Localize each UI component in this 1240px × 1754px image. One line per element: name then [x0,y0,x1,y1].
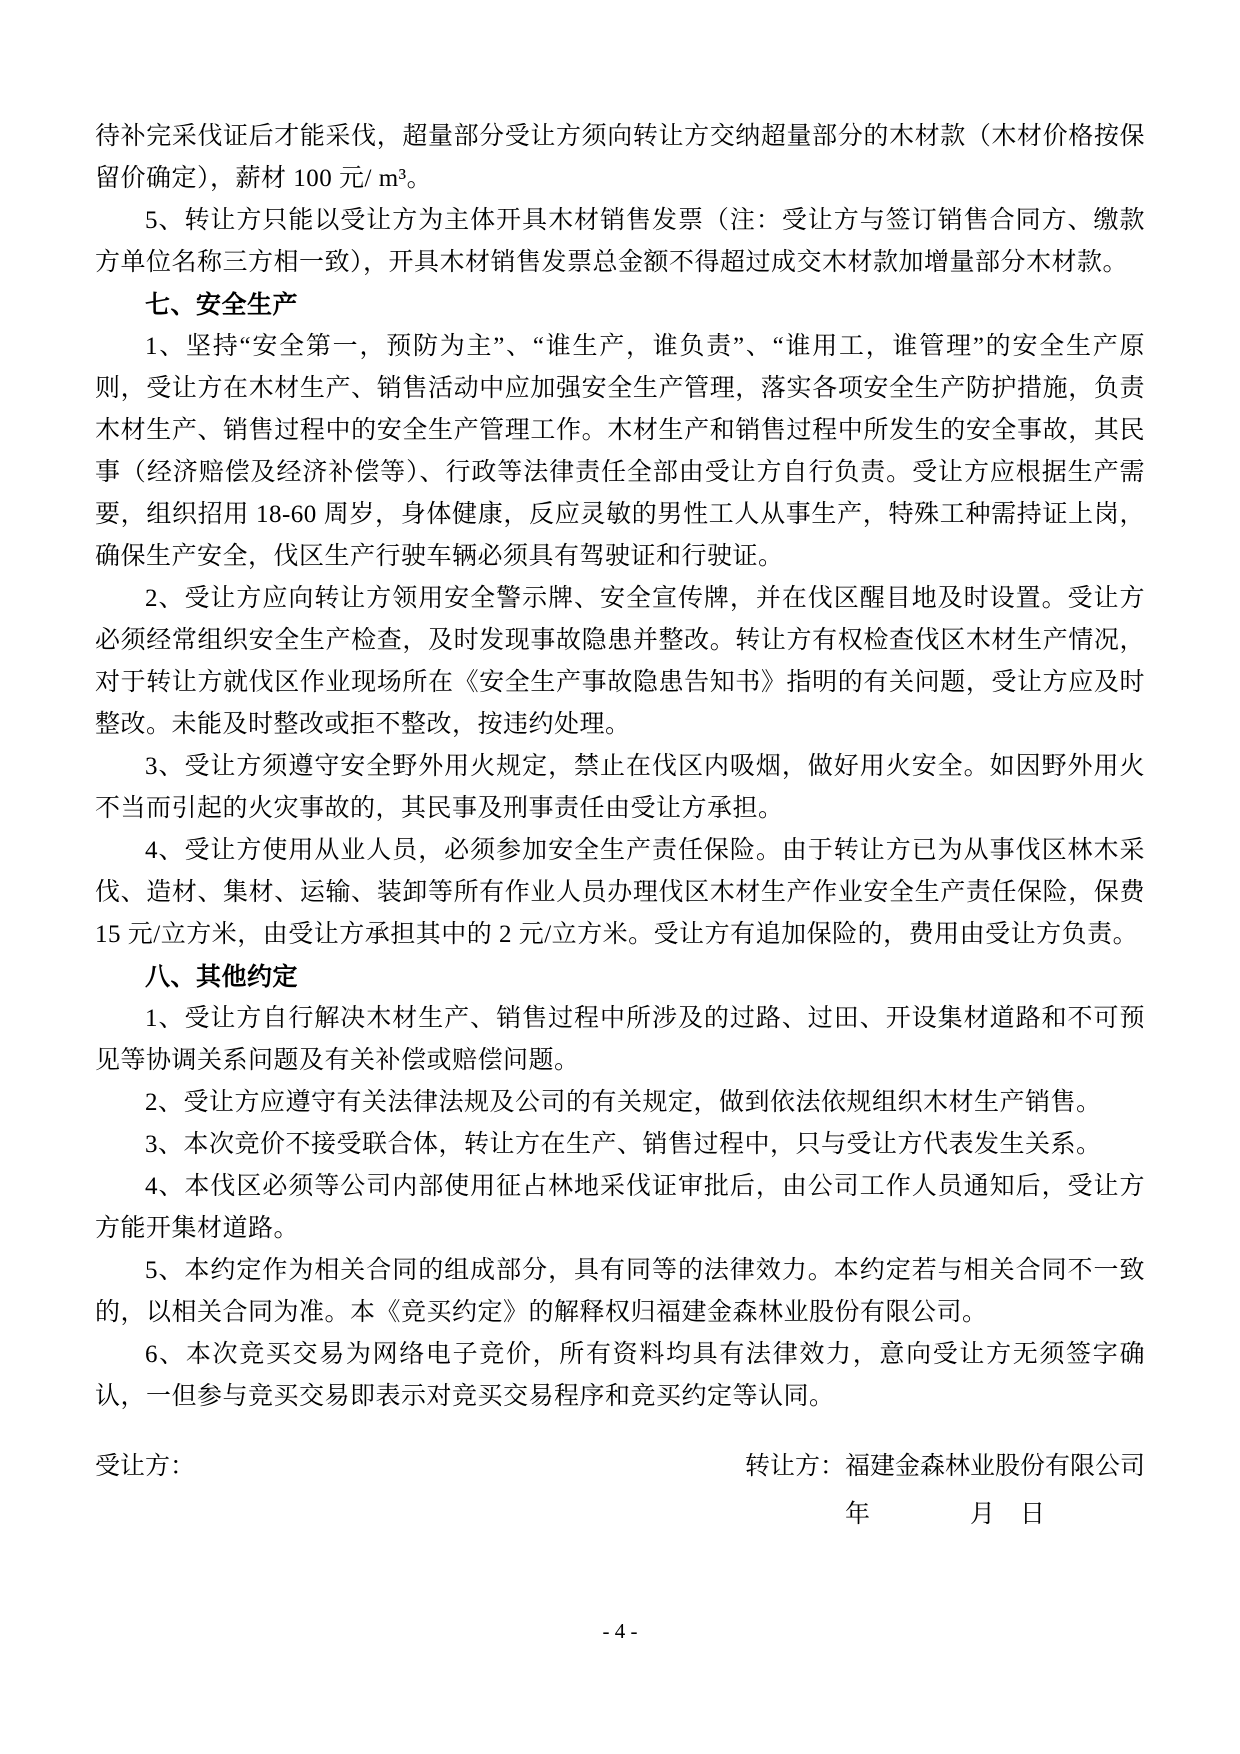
paragraph: 2、受让方应向转让方领用安全警示牌、安全宣传牌，并在伐区醒目地及时设置。受让方必须经常组织安全生产检查，及时发现事故隐患并整改。转让方有权检查伐区木材生产情况，对于转让方就伐区作业现场所在《安全生产事故隐患告知书》指明的有关问题，受让方应及时整改。未能及时整改或拒不整改，按违约处理。 [95,585,1145,738]
paragraph: 3、本次竞价不接受联合体，转让方在生产、销售过程中，只与受让方代表发生关系。 [145,1131,1102,1158]
paragraph: 6、本次竞买交易为网络电子竞价，所有资料均具有法律效力，意向受让方无须签字确认，一但参与竞买交易即表示对竞买交易程序和竞买约定等认同。 [95,1341,1145,1410]
paragraph: 2、受让方应遵守有关法律法规及公司的有关规定，做到依法依规组织木材生产销售。 [145,1089,1102,1116]
paragraph: 3、受让方须遵守安全野外用火规定，禁止在伐区内吸烟，做好用火安全。如因野外用火不当而引起的火灾事故的，其民事及刑事责任由受让方承担。 [95,753,1145,822]
paragraph: 4、受让方使用从业人员，必须参加安全生产责任保险。由于转让方已为从事伐区林木采伐、造材、集材、运输、装卸等所有作业人员办理伐区木材生产作业安全生产责任保险，保费 15 元/立方米，由受让方承担其中的 2 元/立方米。受让方有追加保险的，费用由受让方负责。 [95,837,1145,948]
paragraph: 4、本伐区必须等公司内部使用征占林地采伐证审批后，由公司工作人员通知后，受让方方能开集材道路。 [95,1173,1145,1242]
document-body [95,116,1145,1418]
section-heading: 七、安全生产 [145,291,299,319]
page-number: - 4 - [602,1619,638,1643]
paragraph: 1、受让方自行解决木材生产、销售过程中所涉及的过路、过田、开设集材道路和不可预见等协调关系问题及有关补偿或赔偿问题。 [95,1005,1145,1074]
paragraph: 5、本约定作为相关合同的组成部分，具有同等的法律效力。本约定若与相关合同不一致的，以相关合同为准。本《竞买约定》的解释权归福建金森林业股份有限公司。 [95,1257,1145,1326]
transferor-signature-label: 转让方：福建金森林业股份有限公司 [744,1453,1145,1480]
signature-row [95,1446,1145,1488]
paragraph: 待补完采伐证后才能采伐，超量部分受让方须向转让方交纳超量部分的木材款（木材价格按保留价确定），薪材 100 元/ m³。 [95,123,1145,192]
paragraph: 5、转让方只能以受让方为主体开具木材销售发票（注：受让方与签订销售合同方、缴款方单位名称三方相一致），开具木材销售发票总金额不得超过成交木材款加增量部分木材款。 [95,207,1145,276]
section-heading: 八、其他约定 [145,963,299,991]
paragraph: 1、坚持“安全第一，预防为主”、“谁生产，谁负责”、“谁用工，谁管理”的安全生产原则，受让方在木材生产、销售活动中应加强安全生产管理，落实各项安全生产防护措施，负责木材生产、销售过程中的安全生产管理工作。木材生产和销售过程中所发生的安全事故，其民事（经济赔偿及经济补偿等）、行政等法律责任全部由受让方自行负责。受让方应根据生产需要，组织招用 18-60 周岁，身体健康，反应灵敏的男性工人从事生产，特殊工种需持证上岗，确保生产安全，伐区生产行驶车辆必须具有驾驶证和行驶证。 [95,333,1145,570]
transferee-signature-label: 受让方： [95,1453,196,1480]
date-line-text: 年 月 日 [844,1501,1045,1528]
date-line [95,1494,1145,1536]
